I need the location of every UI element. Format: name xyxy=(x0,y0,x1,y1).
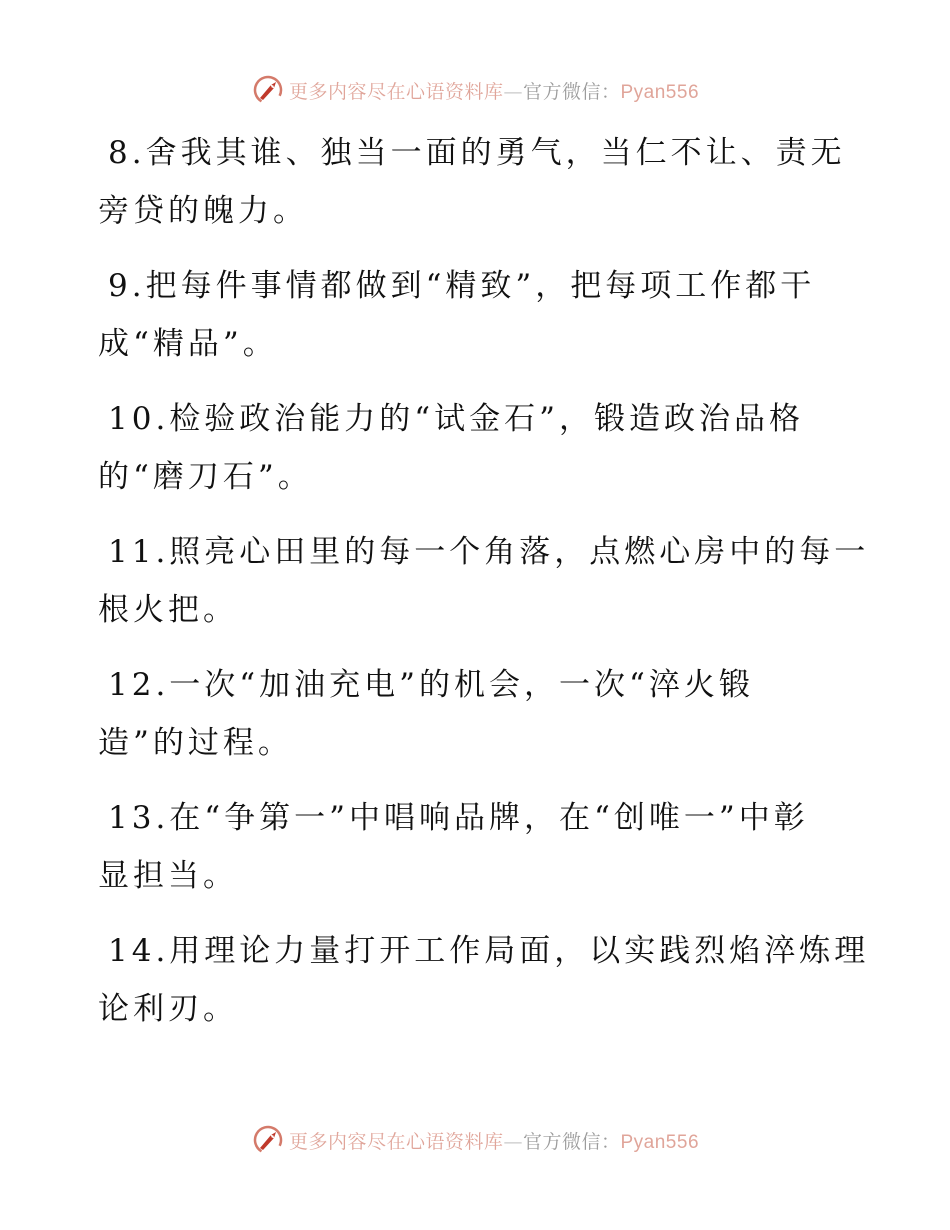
item-line: 的“磨刀石”。 xyxy=(98,459,313,495)
item-line: 12.一次“加油充电”的机会，一次“淬火锻 xyxy=(108,667,754,703)
document-body xyxy=(98,124,870,1055)
item-line: 11.照亮心田里的每一个角落，点燃心房中的每一 xyxy=(108,534,870,570)
list-item xyxy=(98,656,858,772)
banner-brand-text: 更多内容尽在心语资料库 xyxy=(288,80,504,103)
list-item xyxy=(98,922,870,1038)
item-line: 成“精品”。 xyxy=(98,326,278,362)
banner-account: Pyan556 xyxy=(620,81,700,103)
banner-account: Pyan556 xyxy=(620,1131,700,1153)
header-banner xyxy=(0,70,950,110)
banner-wechat-label: 官方微信： xyxy=(522,1130,621,1153)
item-line: 13.在“争第一”中唱响品牌，在“创唯一”中彰 xyxy=(108,800,809,836)
list-item xyxy=(98,124,858,240)
item-line: 论利刃。 xyxy=(98,991,238,1027)
footer-banner xyxy=(0,1120,950,1160)
item-line: 8.舍我其谁、独当一面的勇气，当仁不让、责无 xyxy=(108,135,846,171)
list-item xyxy=(98,257,858,373)
pen-nib-logo-icon xyxy=(251,1123,285,1157)
banner-wechat-label: 官方微信： xyxy=(522,80,621,103)
item-line: 造”的过程。 xyxy=(98,725,293,761)
banner-separator: — xyxy=(503,80,523,103)
item-line: 根火把。 xyxy=(98,592,238,628)
pen-nib-logo-icon xyxy=(251,73,285,107)
list-item xyxy=(98,523,870,639)
item-line: 9.把每件事情都做到“精致”，把每项工作都干 xyxy=(108,268,816,304)
list-item xyxy=(98,390,858,506)
banner-separator: — xyxy=(503,1130,523,1153)
item-line: 10.检验政治能力的“试金石”，锻造政治品格 xyxy=(108,401,804,437)
item-line: 14.用理论力量打开工作局面，以实践烈焰淬炼理 xyxy=(108,933,870,969)
item-line: 显担当。 xyxy=(98,858,238,894)
list-item xyxy=(98,789,858,905)
item-line: 旁贷的魄力。 xyxy=(98,193,308,229)
banner-brand-text: 更多内容尽在心语资料库 xyxy=(288,1130,504,1153)
